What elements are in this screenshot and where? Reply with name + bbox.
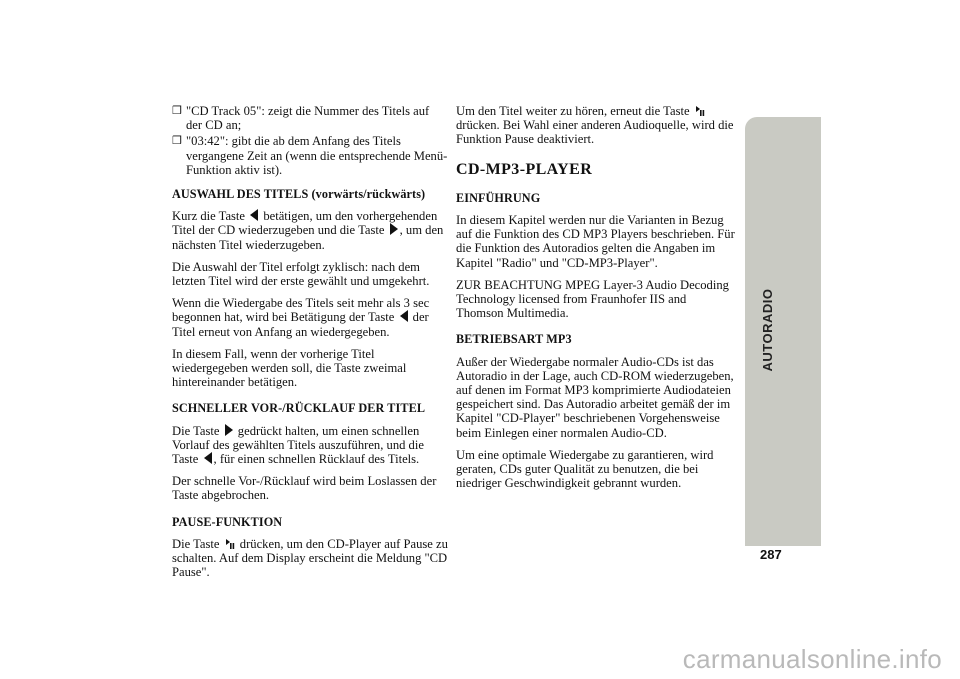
text: , für einen schnellen Rücklauf des Titels.: [213, 452, 420, 467]
bullet-item: [172, 134, 448, 177]
previous-triangle-icon: [400, 310, 408, 322]
next-triangle-icon: [390, 223, 398, 235]
text: der Titel erneut von Anfang an wiedergegeben.: [172, 310, 429, 339]
previous-triangle-icon: [204, 452, 212, 464]
page-number: 287: [760, 547, 782, 562]
paragraph: Um eine optimale Wiedergabe zu garantieren, wird geraten, CDs guter Qualität zu benutzen, die bei niedriger Geschwindigkeit gebrannt wurden.: [456, 447, 714, 491]
paragraph: [172, 537, 448, 580]
text: Um den Titel weiter zu hören, erneut die Taste: [456, 104, 693, 118]
heading-schnell: SCHNELLER VOR-/RÜCKLAUF DER TITEL: [172, 401, 426, 416]
previous-triangle-icon: [250, 209, 258, 221]
text: , um den nächsten Titel wiederzugeben.: [172, 223, 444, 252]
text: drücken, um den CD-Player auf Pause zu schalten. Auf dem Display erscheint die Meldung "CD Pause".: [172, 536, 448, 580]
heading-einfuehrung: EINFÜHRUNG: [456, 190, 541, 205]
pause-play-icon: [695, 105, 705, 117]
paragraph: [172, 296, 448, 339]
heading-auswahl: AUSWAHL DES TITELS (vorwärts/rückwärts): [172, 187, 426, 202]
text: gedrückt halten, um einen schnellen Vorlauf des gewählten Titels auszuführen, und die Taste: [172, 423, 424, 467]
paragraph: Der schnelle Vor-/Rücklauf wird beim Loslassen der Taste abgebrochen.: [172, 474, 437, 503]
text: drücken. Bei Wahl einer anderen Audioquelle, wird die Funktion Pause deaktiviert.: [456, 118, 734, 147]
right-column: [456, 104, 736, 498]
pause-play-icon: [225, 538, 235, 550]
left-column: [172, 104, 448, 587]
paragraph: [456, 104, 736, 147]
bullet-item: [172, 104, 448, 132]
text: Die Taste: [172, 423, 223, 438]
text: Die Taste: [172, 536, 223, 551]
text: Kurz die Taste: [172, 209, 249, 224]
chapter-label: AUTORADIO: [760, 288, 775, 372]
watermark: carmanualsonline.info: [682, 644, 942, 674]
paragraph: Außer der Wiedergabe normaler Audio-CDs ist das Autoradio in der Lage, auch CD-ROM wiederzugeben, auf denen im Format MP3 komprimierte Audiodateien gespeichert sind. Das Autoradio arbeitet gemäß der im Kapitel "CD-Player" beschriebenen Vorgehensweise beim Einlegen einer normalen Audio-CD.: [456, 354, 734, 440]
next-triangle-icon: [225, 424, 233, 436]
checkbox-icon: ❒: [172, 135, 182, 148]
text: betätigen, um den vorhergehenden Titel der CD wiederzugeben und die Taste: [172, 209, 438, 238]
chapter-side-tab: [745, 117, 821, 546]
heading-pause: PAUSE-FUNKTION: [172, 514, 283, 529]
paragraph: [172, 424, 448, 467]
section-title: CD-MP3-PLAYER: [456, 160, 593, 178]
bullet-text: "CD Track 05": zeigt die Nummer des Titels auf der CD an;: [186, 104, 430, 133]
text: Wenn die Wiedergabe des Titels seit mehr als 3 sec begonnen hat, wird bei Betätigung der Taste: [172, 296, 430, 325]
paragraph: ZUR BEACHTUNG MPEG Layer-3 Audio Decoding Technology licensed from Fraunhofer IIS and Thomson Multimedia.: [456, 277, 729, 321]
checkbox-icon: ❒: [172, 105, 182, 117]
paragraph: [172, 209, 448, 252]
paragraph: In diesem Fall, wenn der vorherige Titel wiedergegeben werden soll, die Taste zweimal hintereinander betätigen.: [172, 346, 407, 390]
paragraph: Die Auswahl der Titel erfolgt zyklisch: nach dem letzten Titel wird der erste gewählt und umgekehrt.: [172, 259, 430, 289]
bullet-text: "03:42": gibt die ab dem Anfang des Titels vergangene Zeit an (wenn die entsprechende Menü-Funktion aktiv ist).: [186, 134, 448, 177]
heading-betriebsart: BETRIEBSART MP3: [456, 332, 572, 347]
paragraph: In diesem Kapitel werden nur die Varianten in Bezug auf die Funktion des CD MP3 Players beschrieben. Für die Funktion des Autoradios gelten die Angaben im Kapitel "Radio" und "CD-MP3-Player".: [456, 213, 735, 270]
